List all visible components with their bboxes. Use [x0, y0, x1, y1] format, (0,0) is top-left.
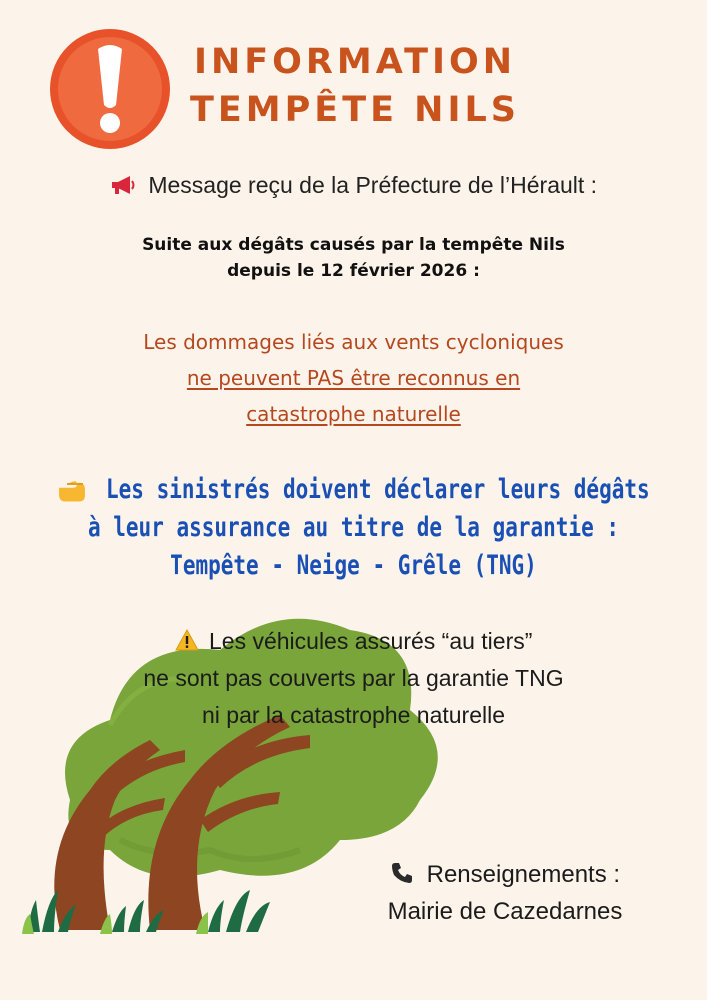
warning-line1	[0, 628, 707, 655]
page-title-line2: TEMPÊTE NILS	[190, 90, 520, 130]
damage-line3: catastrophe naturelle	[246, 402, 461, 426]
contact-line1	[345, 861, 665, 889]
intro-line1: Suite aux dégâts causés par la tempête Nils	[142, 235, 565, 255]
action-line1	[0, 474, 707, 504]
contact-line2: Mairie de Cazedarnes	[387, 898, 623, 925]
exclamation-badge-icon	[48, 27, 172, 151]
warning-line2: ne sont pas couverts par la garantie TNG	[143, 665, 564, 691]
warning-line1-text: Les véhicules assurés “au tiers”	[208, 628, 533, 654]
page-title-line1: INFORMATION	[193, 42, 517, 82]
action-line2: à leur assurance au titre de la garantie :	[87, 512, 619, 542]
warning-line3: ni par la catastrophe naturelle	[201, 702, 506, 728]
contact-line1-text: Renseignements :	[426, 861, 621, 888]
phone-icon	[390, 861, 414, 885]
intro-line2: depuis le 12 février 2026 :	[227, 261, 480, 281]
damage-line2: ne peuvent PAS être reconnus en	[186, 366, 521, 390]
source-line	[0, 172, 707, 199]
damage-line1: Les dommages liés aux vents cycloniques	[143, 330, 564, 354]
megaphone-icon	[110, 174, 136, 196]
action-line3: Tempête - Neige - Grêle (TNG)	[170, 550, 537, 580]
pointing-hand-icon	[57, 477, 87, 505]
action-line1-text: Les sinistrés doivent déclarer leurs dégâts	[106, 474, 650, 504]
source-text: Message reçu de la Préfecture de l’Hérault :	[148, 172, 598, 198]
warning-icon	[175, 629, 199, 651]
